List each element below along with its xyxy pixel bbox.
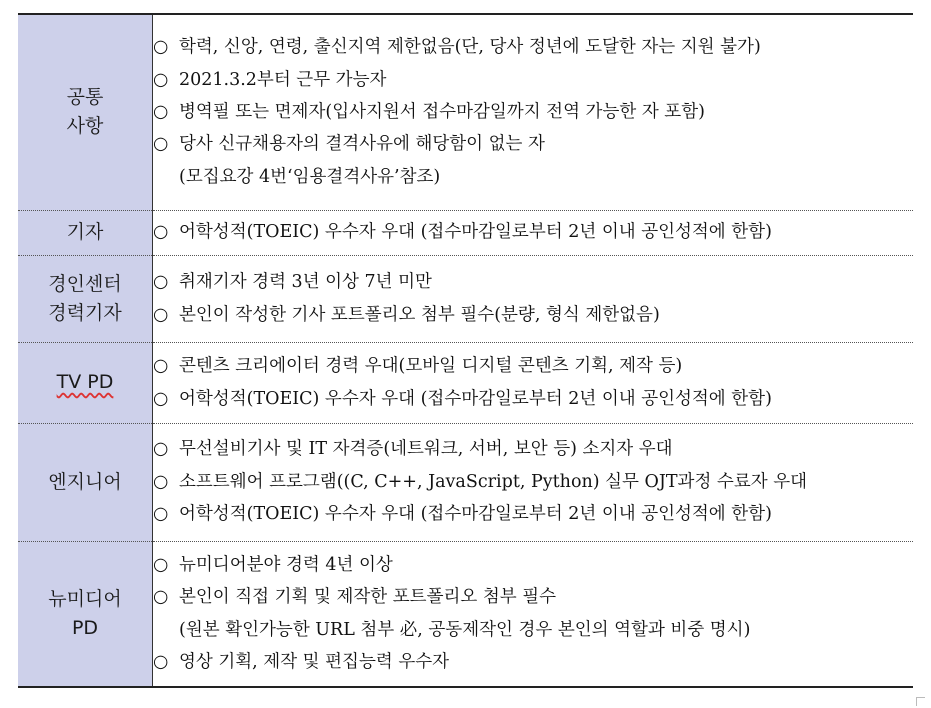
- circle-bullet-icon: ○: [153, 554, 169, 575]
- circle-bullet-icon: ○: [153, 272, 169, 293]
- list-item: [153, 299, 913, 331]
- list-item: [153, 216, 913, 248]
- list-item: [153, 350, 913, 382]
- row-header: [18, 541, 153, 687]
- row-header: [18, 210, 153, 255]
- page-corner-mark: [916, 697, 925, 706]
- row-header: [18, 255, 153, 342]
- circle-bullet-icon: ○: [153, 504, 169, 525]
- list-item-text: 영상 기획, 제작 및 편집능력 우수자: [179, 652, 450, 673]
- circle-bullet-icon: ○: [153, 388, 169, 409]
- circle-bullet-icon: ○: [153, 304, 169, 325]
- list-item: [153, 549, 913, 581]
- row-header: [18, 423, 153, 541]
- list-item-text: 병역필 또는 면제자(입사지원서 접수마감일까지 전역 가능한 자 포함): [179, 102, 705, 123]
- circle-bullet-icon: ○: [153, 652, 169, 673]
- list-item-text: 취재기자 경력 3년 이상 7년 미만: [179, 272, 432, 293]
- row-content: [153, 210, 914, 255]
- row-header-line: 사항: [66, 115, 104, 138]
- list-item: [153, 383, 913, 415]
- row-header: [18, 342, 153, 423]
- circle-bullet-icon: ○: [153, 102, 169, 123]
- circle-bullet-icon: ○: [153, 37, 169, 58]
- list-item-text: (원본 확인가능한 URL 첨부 必, 공동제작인 경우 본인의 역할과 비중 명시): [179, 619, 751, 640]
- list-item-text: 본인이 작성한 기사 포트폴리오 첨부 필수(분량, 형식 제한없음): [179, 304, 660, 325]
- row-header-line: TV PD: [56, 371, 114, 393]
- list-item-text: 학력, 신앙, 연령, 출신지역 제한없음(단, 당사 정년에 도달한 자는 지원 불가): [179, 37, 761, 58]
- table-row: [18, 541, 913, 687]
- row-content: [153, 14, 914, 210]
- row-content: [153, 255, 914, 342]
- table-row: [18, 210, 913, 255]
- list-item: [153, 433, 913, 465]
- list-item-text: 어학성적(TOEIC) 우수자 우대 (접수마감일로부터 2년 이내 공인성적에 한함): [179, 504, 772, 525]
- table-row: [18, 423, 913, 541]
- list-item: [153, 266, 913, 298]
- row-header-line: PD: [71, 616, 99, 639]
- table-row: [18, 342, 913, 423]
- row-content: [153, 541, 914, 687]
- list-item-text: (모집요강 4번‘임용결격사유’참조): [179, 166, 441, 187]
- list-item: [153, 466, 913, 498]
- list-item: [153, 498, 913, 530]
- list-item: [153, 96, 913, 128]
- row-header-line: 엔지니어: [48, 470, 122, 493]
- circle-bullet-icon: ○: [153, 134, 169, 155]
- list-item-text: 2021.3.2부터 근무 가능자: [179, 69, 387, 90]
- circle-bullet-icon: ○: [153, 471, 169, 492]
- list-item-text: 콘텐츠 크리에이터 경력 우대(모바일 디지털 콘텐츠 기획, 제작 등): [179, 356, 683, 377]
- list-item-note: [153, 614, 913, 646]
- row-header-line: 공통: [66, 86, 104, 109]
- list-item-text: 어학성적(TOEIC) 우수자 우대 (접수마감일로부터 2년 이내 공인성적에 한함): [179, 222, 772, 243]
- row-header-line: 경력기자: [48, 301, 122, 324]
- table-row: [18, 255, 913, 342]
- circle-bullet-icon: ○: [153, 587, 169, 608]
- list-item: [153, 646, 913, 678]
- circle-bullet-icon: ○: [153, 356, 169, 377]
- list-item-note: [153, 161, 913, 193]
- circle-bullet-icon: ○: [153, 69, 169, 90]
- list-item: [153, 31, 913, 63]
- list-item-text: 소프트웨어 프로그램((C, C++, JavaScript, Python) 실무 OJT과정 수료자 우대: [179, 471, 808, 492]
- row-header-line: 경인센터: [48, 272, 122, 295]
- row-header-line: 기자: [66, 221, 104, 243]
- list-item-text: 본인이 직접 기획 및 제작한 포트폴리오 첨부 필수: [179, 587, 557, 608]
- list-item-text: 어학성적(TOEIC) 우수자 우대 (접수마감일로부터 2년 이내 공인성적에 한함): [179, 388, 772, 409]
- circle-bullet-icon: ○: [153, 439, 169, 460]
- requirements-table: [18, 13, 913, 688]
- row-header: [18, 14, 153, 210]
- table-row: [18, 14, 913, 210]
- list-item-text: 뉴미디어분야 경력 4년 이상: [179, 554, 393, 575]
- circle-bullet-icon: ○: [153, 222, 169, 243]
- row-content: [153, 342, 914, 423]
- list-item: [153, 64, 913, 96]
- list-item-text: 무선설비기사 및 IT 자격증(네트워크, 서버, 보안 등) 소지자 우대: [179, 439, 673, 460]
- row-header-line: 뉴미디어: [48, 587, 122, 610]
- row-content: [153, 423, 914, 541]
- list-item: [153, 128, 913, 160]
- list-item: [153, 581, 913, 613]
- list-item-text: 당사 신규채용자의 결격사유에 해당함이 없는 자: [179, 134, 545, 155]
